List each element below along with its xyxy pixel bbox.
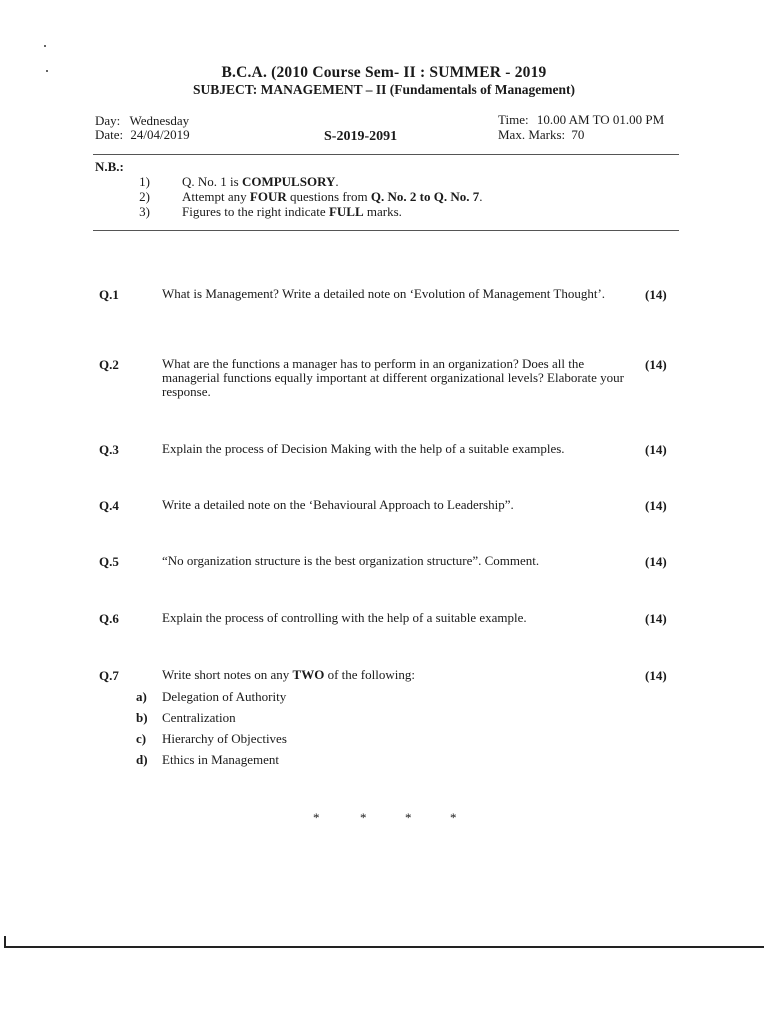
end-star: *: [313, 810, 320, 825]
question-text: What is Management? Write a detailed note on ‘Evolution of Management Thought’.: [162, 286, 606, 301]
option-label: c): [136, 731, 147, 746]
note-text: questions from: [286, 189, 371, 204]
note-3: [182, 204, 402, 220]
time-row: [498, 112, 664, 128]
note-text: marks.: [363, 204, 402, 219]
note-emphasis: COMPULSORY: [241, 174, 336, 189]
question-marks: (14): [645, 668, 667, 683]
question-emphasis: TWO: [292, 667, 325, 682]
option-text: Hierarchy of Objectives: [162, 731, 287, 746]
end-star: *: [405, 810, 412, 825]
note-number: 1): [139, 174, 150, 189]
question-marks: (14): [645, 287, 667, 302]
max-marks-label: Max. Marks:: [498, 127, 566, 142]
question-marks: (14): [645, 611, 667, 626]
max-marks-value: 70: [571, 127, 585, 142]
end-star: *: [450, 810, 457, 825]
note-emphasis: FOUR: [249, 189, 287, 204]
question-number: Q.1: [99, 287, 119, 302]
question-number: Q.4: [99, 498, 119, 513]
nb-label: N.B.:: [95, 159, 124, 174]
option-label: a): [136, 689, 147, 704]
divider: [93, 230, 679, 231]
date-value: 24/04/2019: [130, 127, 190, 142]
scan-edge-tick: [4, 936, 6, 948]
end-star: *: [360, 810, 367, 825]
paper-code: S-2019-2091: [324, 129, 398, 144]
question-marks: (14): [645, 554, 667, 569]
question-text: Explain the process of controlling with the help of a suitable example.: [162, 610, 527, 625]
question-text: “No organization structure is the best organization structure”. Comment.: [162, 553, 540, 568]
note-text: Q. No. 1 is: [182, 174, 242, 189]
question-text: What are the functions a manager has to perform in an organization? Does all the managerial functions equally important at different organizational levels? Elaborate your response.: [162, 356, 624, 399]
question-number: Q.7: [99, 668, 119, 683]
option-text: Ethics in Management: [162, 752, 279, 767]
marks-row: [498, 127, 584, 143]
question-text: Write a detailed note on the ‘Behavioural Approach to Leadership”.: [162, 497, 514, 512]
option-text: Centralization: [162, 710, 236, 725]
time-label: Time:: [498, 112, 529, 127]
question-marks: (14): [645, 357, 667, 372]
question-text: Explain the process of Decision Making with the help of a suitable examples.: [162, 441, 565, 456]
exam-subject: SUBJECT: MANAGEMENT – II (Fundamentals of Management): [192, 82, 575, 97]
date-row: [95, 127, 190, 143]
date-label: Date:: [95, 127, 124, 142]
question-number: Q.5: [99, 554, 119, 569]
note-emphasis: FULL: [328, 204, 364, 219]
note-2: [182, 189, 482, 205]
note-number: 3): [139, 204, 150, 219]
option-label: d): [136, 752, 148, 767]
note-text: .: [479, 189, 483, 204]
question-text-part: Write short notes on any: [162, 667, 293, 682]
note-text: Figures to the right indicate: [182, 204, 329, 219]
exam-title: B.C.A. (2010 Course Sem- II : SUMMER - 2019: [221, 64, 547, 81]
note-emphasis: Q. No. 2 to Q. No. 7: [370, 189, 480, 204]
question-marks: (14): [645, 442, 667, 457]
time-value: 10.00 AM TO 01.00 PM: [536, 112, 665, 127]
note-1: [182, 174, 339, 190]
option-label: b): [136, 710, 148, 725]
option-text: Delegation of Authority: [162, 689, 287, 704]
question-text-part: of the following:: [324, 667, 415, 682]
scan-speck: [44, 45, 46, 47]
question-number: Q.2: [99, 357, 119, 372]
question-text: [162, 668, 632, 682]
note-number: 2): [139, 189, 150, 204]
note-text: Attempt any: [182, 189, 250, 204]
note-text: .: [335, 174, 339, 189]
scan-edge-line: [4, 946, 764, 948]
question-number: Q.3: [99, 442, 119, 457]
day-value: Wednesday: [129, 113, 190, 128]
divider: [93, 154, 679, 155]
question-number: Q.6: [99, 611, 119, 626]
question-marks: (14): [645, 498, 667, 513]
day-label: Day:: [95, 113, 121, 128]
